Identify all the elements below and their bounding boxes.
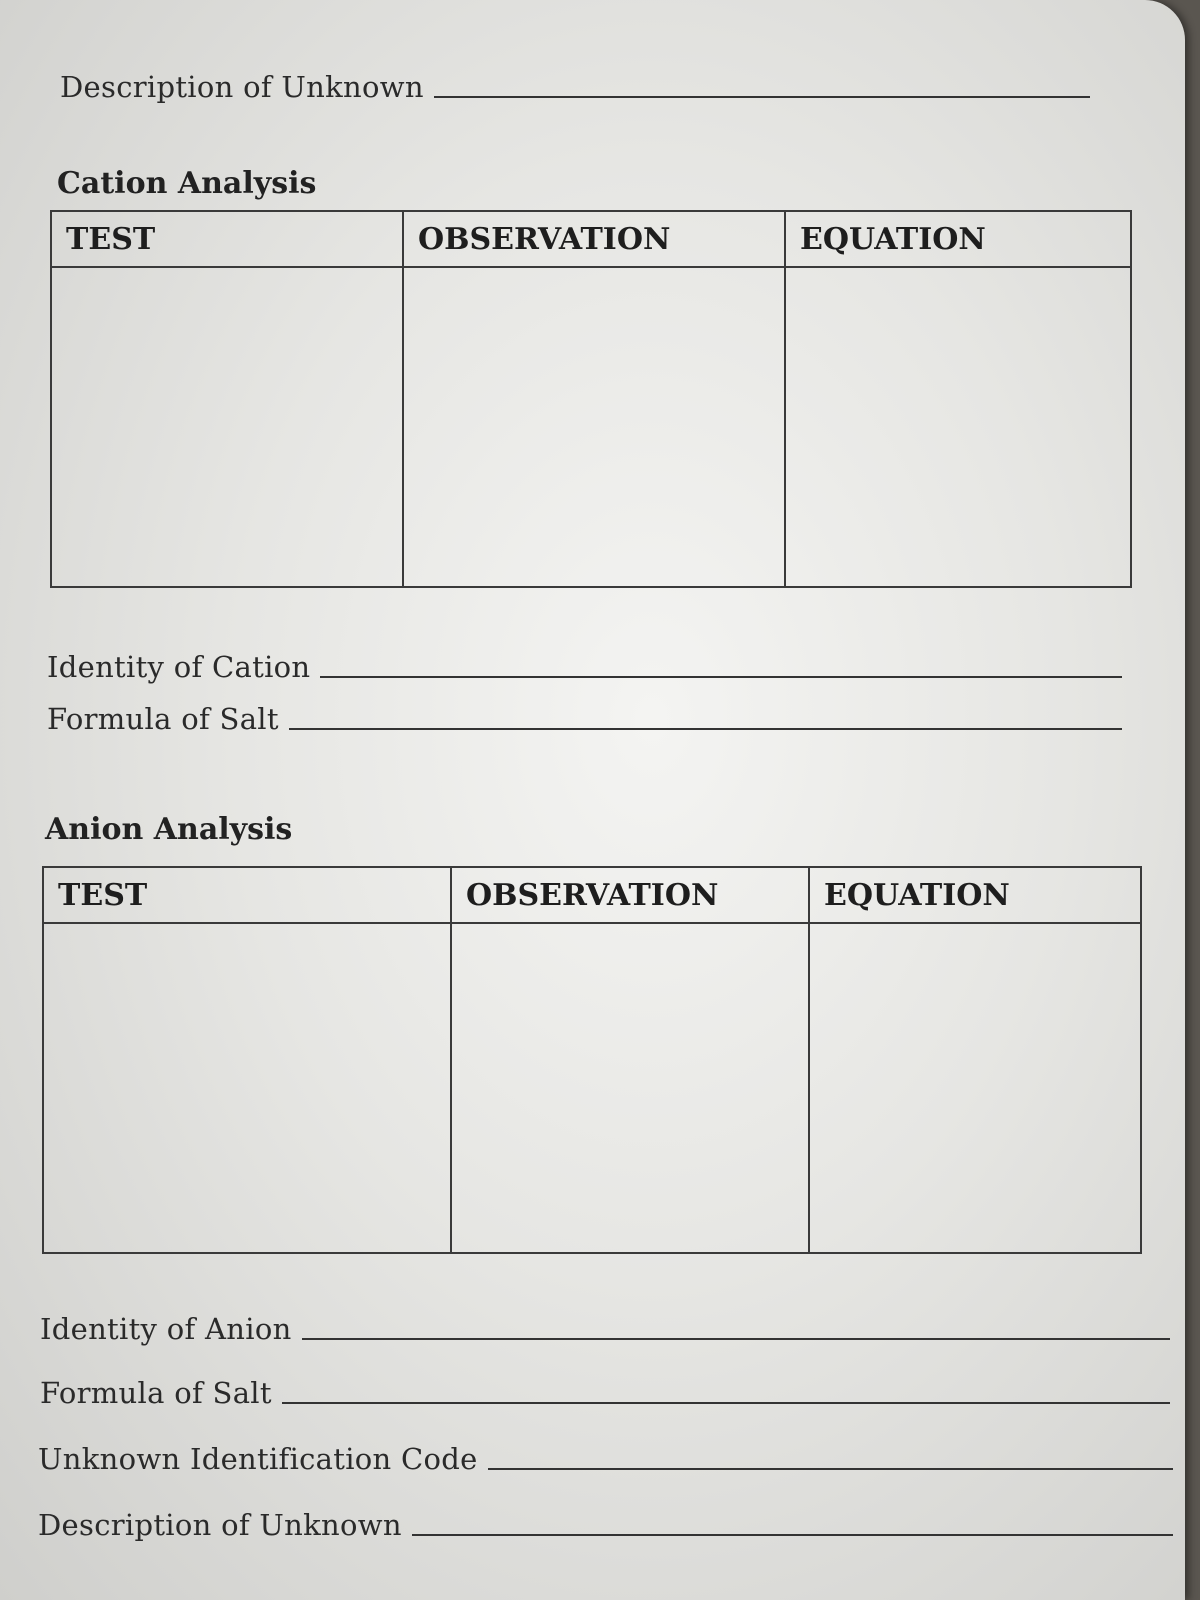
cation-identity-field bbox=[47, 650, 1122, 684]
cation-test-header: TEST bbox=[51, 211, 403, 267]
cation-observation-header: OBSERVATION bbox=[403, 211, 785, 267]
anion-test-cell[interactable] bbox=[43, 923, 451, 1253]
anion-formula-blank[interactable] bbox=[282, 1402, 1170, 1404]
anion-header-row bbox=[43, 867, 1141, 923]
cation-entry-row bbox=[51, 267, 1131, 587]
unknown-code-label: Unknown Identification Code bbox=[38, 1442, 478, 1476]
cation-test-cell[interactable] bbox=[51, 267, 403, 587]
unknown-code-blank[interactable] bbox=[488, 1468, 1173, 1470]
anion-section-title: Anion Analysis bbox=[45, 812, 293, 847]
description-bottom-blank[interactable] bbox=[412, 1534, 1173, 1536]
cation-equation-header: EQUATION bbox=[785, 211, 1131, 267]
anion-formula-field bbox=[40, 1376, 1170, 1410]
cation-formula-blank[interactable] bbox=[289, 728, 1122, 730]
cation-identity-label: Identity of Cation bbox=[47, 650, 311, 684]
anion-observation-header: OBSERVATION bbox=[451, 867, 809, 923]
description-field-bottom bbox=[38, 1508, 1173, 1542]
cation-section-title: Cation Analysis bbox=[57, 166, 317, 201]
anion-equation-cell[interactable] bbox=[809, 923, 1141, 1253]
unknown-code-field bbox=[38, 1442, 1173, 1476]
cation-formula-field bbox=[47, 702, 1122, 736]
anion-test-header: TEST bbox=[43, 867, 451, 923]
anion-observation-cell[interactable] bbox=[451, 923, 809, 1253]
anion-identity-field bbox=[40, 1312, 1170, 1346]
description-bottom-label: Description of Unknown bbox=[38, 1508, 402, 1542]
anion-formula-label: Formula of Salt bbox=[40, 1376, 272, 1410]
anion-entry-row bbox=[43, 923, 1141, 1253]
cation-header-row bbox=[51, 211, 1131, 267]
description-label: Description of Unknown bbox=[60, 70, 424, 104]
description-blank[interactable] bbox=[434, 96, 1090, 98]
cation-table bbox=[50, 210, 1132, 588]
cation-identity-blank[interactable] bbox=[320, 676, 1122, 678]
anion-table bbox=[42, 866, 1142, 1254]
description-field-top bbox=[60, 70, 1090, 104]
cation-equation-cell[interactable] bbox=[785, 267, 1131, 587]
cation-observation-cell[interactable] bbox=[403, 267, 785, 587]
anion-equation-header: EQUATION bbox=[809, 867, 1141, 923]
cation-formula-label: Formula of Salt bbox=[47, 702, 279, 736]
anion-identity-blank[interactable] bbox=[302, 1338, 1170, 1340]
anion-identity-label: Identity of Anion bbox=[40, 1312, 292, 1346]
